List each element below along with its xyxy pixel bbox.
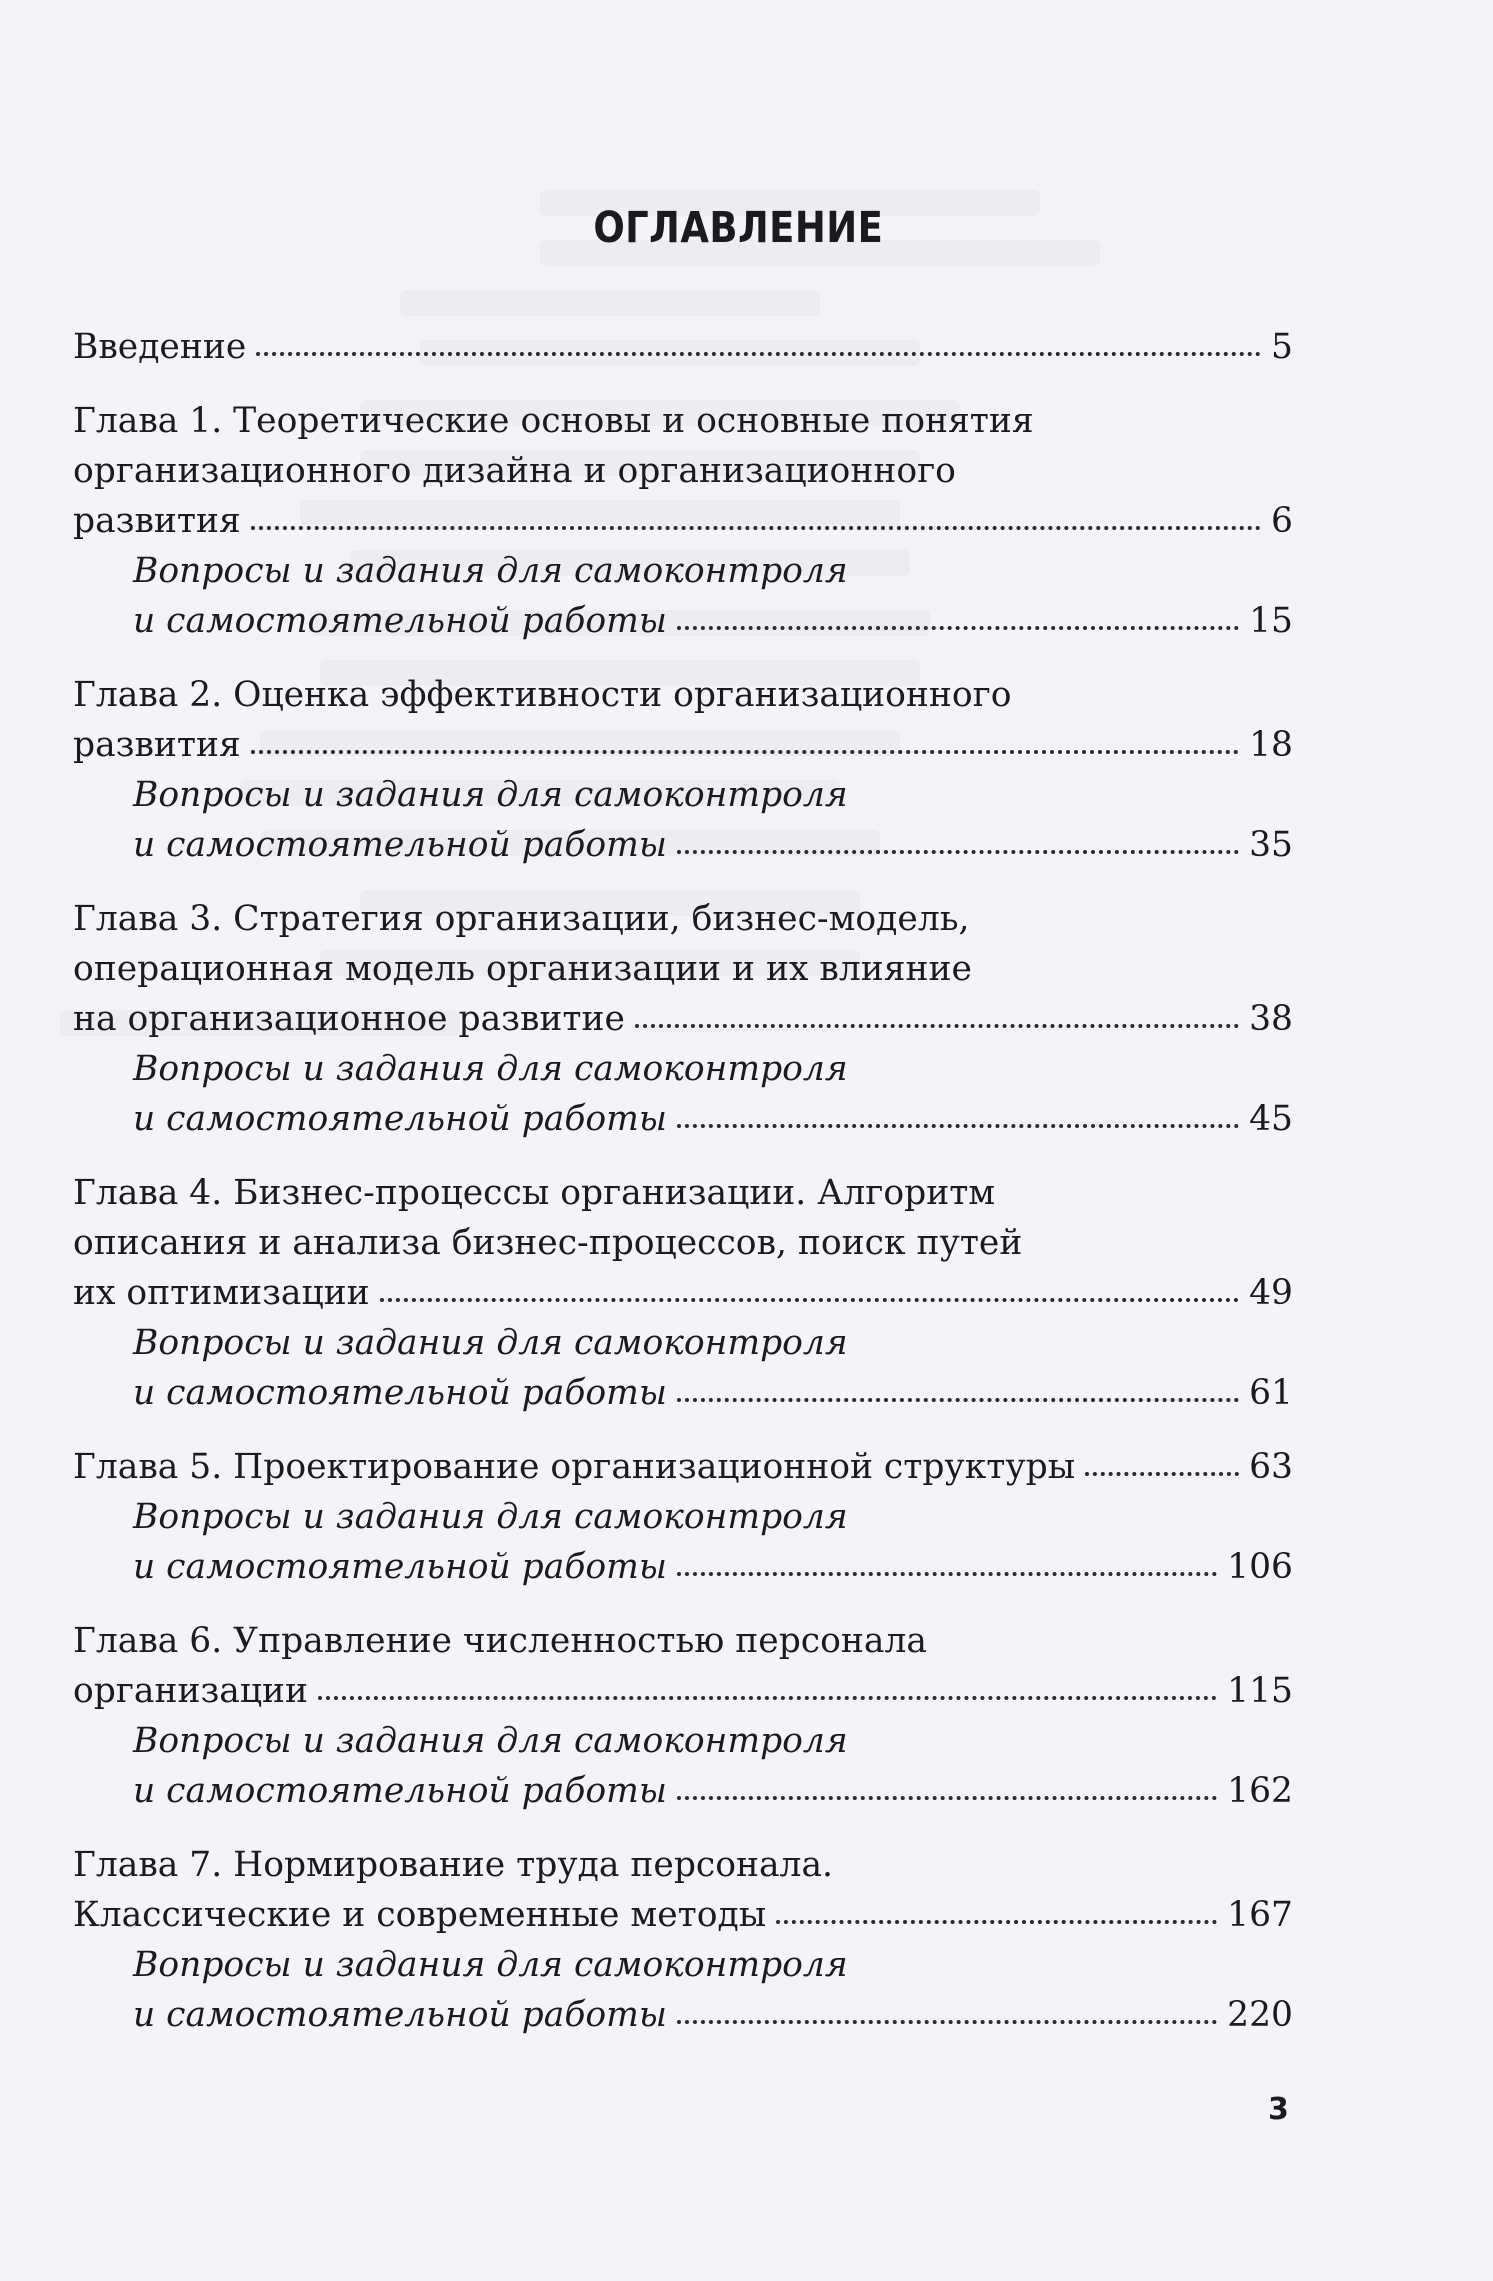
toc-questions-entry[interactable] bbox=[73, 1716, 1293, 1816]
toc-entry-line bbox=[73, 322, 1293, 372]
toc-entry-text: Вопросы и задания для самоконтроля bbox=[133, 1945, 848, 1985]
toc-entry-text: Введение bbox=[73, 327, 247, 367]
toc-chapter-entry[interactable] bbox=[73, 894, 1293, 1044]
toc-chapter-entry[interactable] bbox=[73, 396, 1293, 546]
table-of-contents bbox=[73, 322, 1293, 2040]
toc-page-number: 106 bbox=[1227, 1547, 1293, 1587]
toc-entry-line bbox=[73, 1268, 1293, 1318]
dot-leader bbox=[380, 1297, 1239, 1302]
toc-entry-text: развития bbox=[73, 501, 241, 541]
toc-entry-line bbox=[73, 396, 1293, 446]
toc-entry-text: и самостоятельной работы bbox=[133, 1995, 667, 2035]
dot-leader bbox=[251, 525, 1261, 530]
toc-entry-line bbox=[73, 1168, 1293, 1218]
toc-entry-line bbox=[73, 770, 1293, 820]
toc-entry-text: на организационное развитие bbox=[73, 999, 625, 1039]
dot-leader bbox=[677, 1397, 1239, 1402]
toc-entry-line bbox=[73, 670, 1293, 720]
toc-entry-text: Вопросы и задания для самоконтроля bbox=[133, 775, 848, 815]
toc-entry-line bbox=[73, 1666, 1293, 1716]
toc-questions-entry[interactable] bbox=[73, 770, 1293, 870]
toc-entry-line bbox=[73, 1840, 1293, 1890]
toc-chapter-entry[interactable] bbox=[73, 1168, 1293, 1318]
dot-leader bbox=[1085, 1471, 1239, 1476]
toc-entry-text: организации bbox=[73, 1671, 309, 1711]
toc-entry-text: и самостоятельной работы bbox=[133, 825, 667, 865]
toc-entry-text: Глава 7. Нормирование труда персонала. bbox=[73, 1845, 834, 1885]
dot-leader bbox=[677, 1795, 1217, 1800]
toc-page-number: 49 bbox=[1249, 1273, 1293, 1313]
toc-entry-line bbox=[73, 446, 1293, 496]
toc-entry-text: Классические и современные методы bbox=[73, 1895, 767, 1935]
toc-entry-text: операционная модель организации и их влияние bbox=[73, 949, 972, 989]
toc-page-number: 5 bbox=[1271, 327, 1293, 367]
dot-leader bbox=[256, 351, 1261, 356]
toc-entry-text: организационного дизайна и организационного bbox=[73, 451, 956, 491]
toc-entry-line bbox=[73, 1616, 1293, 1666]
toc-entry-line bbox=[73, 1442, 1293, 1492]
toc-page-number: 38 bbox=[1249, 999, 1293, 1039]
toc-page-number: 162 bbox=[1227, 1771, 1293, 1811]
toc-chapter-entry[interactable] bbox=[73, 1840, 1293, 1940]
toc-entry-line bbox=[73, 1890, 1293, 1940]
toc-entry-line bbox=[73, 596, 1293, 646]
dot-leader bbox=[677, 1123, 1239, 1128]
toc-entry-line bbox=[73, 1094, 1293, 1144]
toc-page-number: 6 bbox=[1271, 501, 1293, 541]
dot-leader bbox=[635, 1023, 1239, 1028]
toc-entry-text: и самостоятельной работы bbox=[133, 601, 667, 641]
toc-questions-entry[interactable] bbox=[73, 546, 1293, 646]
toc-entry-text: и самостоятельной работы bbox=[133, 1771, 667, 1811]
toc-entry-line bbox=[73, 1940, 1293, 1990]
toc-entry-text: их оптимизации bbox=[73, 1273, 370, 1313]
toc-entry-text: Глава 6. Управление численностью персонала bbox=[73, 1621, 927, 1661]
toc-entry-line bbox=[73, 944, 1293, 994]
toc-entry-line bbox=[73, 1044, 1293, 1094]
toc-page-number: 18 bbox=[1249, 725, 1293, 765]
toc-page-number: 115 bbox=[1227, 1671, 1293, 1711]
toc-page-number: 63 bbox=[1249, 1447, 1293, 1487]
toc-entry-text: Вопросы и задания для самоконтроля bbox=[133, 1323, 848, 1363]
toc-page-number: 15 bbox=[1249, 601, 1293, 641]
toc-entry-line bbox=[73, 546, 1293, 596]
toc-entry-text: описания и анализа бизнес-процессов, поиск путей bbox=[73, 1223, 1023, 1263]
toc-entry-line bbox=[73, 1218, 1293, 1268]
toc-questions-entry[interactable] bbox=[73, 1492, 1293, 1592]
toc-entry-text: Глава 4. Бизнес-процессы организации. Алгоритм bbox=[73, 1173, 996, 1213]
toc-entry-line bbox=[73, 720, 1293, 770]
toc-entry-text: и самостоятельной работы bbox=[133, 1373, 667, 1413]
toc-entry-text: Глава 1. Теоретические основы и основные понятия bbox=[73, 401, 1034, 441]
toc-page-number: 61 bbox=[1249, 1373, 1293, 1413]
toc-entry-text: Вопросы и задания для самоконтроля bbox=[133, 551, 848, 591]
toc-entry-text: Вопросы и задания для самоконтроля bbox=[133, 1049, 848, 1089]
toc-entry-line bbox=[73, 1990, 1293, 2040]
toc-entry-line bbox=[73, 994, 1293, 1044]
toc-page-number: 167 bbox=[1227, 1895, 1293, 1935]
toc-entry-text: Глава 3. Стратегия организации, бизнес-модель, bbox=[73, 899, 970, 939]
dot-leader bbox=[318, 1695, 1217, 1700]
dot-leader bbox=[677, 849, 1239, 854]
toc-entry-text: и самостоятельной работы bbox=[133, 1547, 667, 1587]
toc-entry-line bbox=[73, 1766, 1293, 1816]
toc-chapter-entry[interactable] bbox=[73, 1442, 1293, 1492]
page-number: 3 bbox=[1268, 2092, 1289, 2127]
toc-entry-text: развития bbox=[73, 725, 241, 765]
toc-entry-line bbox=[73, 894, 1293, 944]
toc-entry-text: Вопросы и задания для самоконтроля bbox=[133, 1721, 848, 1761]
toc-entry-text: Глава 2. Оценка эффективности организационного bbox=[73, 675, 1012, 715]
toc-entry-line bbox=[73, 1318, 1293, 1368]
toc-entry-text: и самостоятельной работы bbox=[133, 1099, 667, 1139]
dot-leader bbox=[677, 625, 1239, 630]
toc-page-number: 220 bbox=[1227, 1995, 1293, 2035]
toc-entry-line bbox=[73, 496, 1293, 546]
toc-page-number: 45 bbox=[1249, 1099, 1293, 1139]
toc-questions-entry[interactable] bbox=[73, 1044, 1293, 1144]
dot-leader bbox=[776, 1919, 1217, 1924]
toc-entry-line bbox=[73, 1368, 1293, 1418]
toc-chapter-entry[interactable] bbox=[73, 1616, 1293, 1716]
dot-leader bbox=[677, 2019, 1217, 2024]
toc-entry-text: Глава 5. Проектирование организационной структуры bbox=[73, 1447, 1076, 1487]
toc-entry-line bbox=[73, 820, 1293, 870]
dot-leader bbox=[677, 1571, 1217, 1576]
toc-chapter-entry[interactable] bbox=[73, 322, 1293, 372]
page-title: ОГЛАВЛЕНИЕ bbox=[593, 203, 884, 253]
toc-questions-entry[interactable] bbox=[73, 1940, 1293, 2040]
toc-entry-line bbox=[73, 1716, 1293, 1766]
toc-chapter-entry[interactable] bbox=[73, 670, 1293, 770]
toc-questions-entry[interactable] bbox=[73, 1318, 1293, 1418]
toc-page-number: 35 bbox=[1249, 825, 1293, 865]
dot-leader bbox=[251, 749, 1239, 754]
toc-entry-line bbox=[73, 1542, 1293, 1592]
toc-entry-line bbox=[73, 1492, 1293, 1542]
toc-entry-text: Вопросы и задания для самоконтроля bbox=[133, 1497, 848, 1537]
